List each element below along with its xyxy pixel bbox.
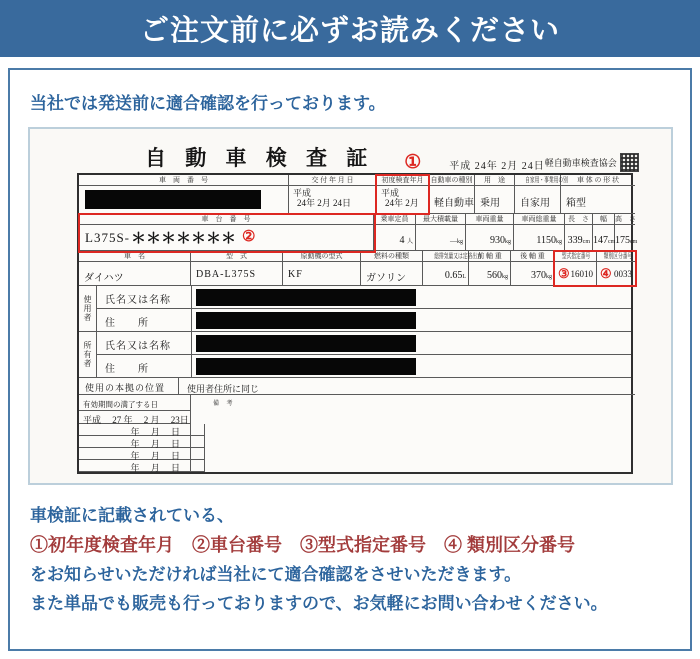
col-capacity: 乗車定員 — [374, 214, 416, 225]
col-chassis-number: 車 台 番 号 — [79, 214, 374, 225]
col-model: 型 式 — [191, 251, 283, 262]
field-rear-axle: 370kg — [511, 262, 555, 286]
remarks-area — [205, 395, 631, 472]
certificate-table — [77, 173, 638, 474]
issuer-stamp-icon — [620, 153, 639, 172]
col-gross-weight: 車両総重量 — [514, 214, 565, 225]
owner-label: 所有者 — [83, 341, 92, 368]
field-private-business: 自家用 — [515, 186, 561, 214]
user-name-row: 氏名又は名称 — [97, 286, 631, 309]
chassis-masked-digits: ＊＊＊＊＊＊＊ — [131, 229, 237, 247]
col-height: 高 さ — [615, 215, 636, 223]
row2-values — [79, 225, 638, 251]
col-max-load: 最大積載量 — [416, 214, 466, 225]
field-fuel-type: ガソリン — [361, 262, 423, 286]
field-height: 175cm — [615, 225, 635, 251]
field-chassis-number — [79, 225, 374, 251]
user-owner-section — [79, 286, 631, 378]
expiry-column — [79, 395, 191, 472]
empty-date-row: 年 月 日 — [79, 460, 191, 472]
field-model: DBA-L375S — [191, 262, 283, 286]
col-length: 長 さ — [565, 214, 593, 225]
field-max-load: ―kg — [416, 225, 466, 251]
expiry-remarks-section — [79, 395, 631, 472]
issuer-name: 軽自動車検査協会 — [544, 158, 617, 168]
chassis-prefix: L375S- — [85, 229, 130, 245]
annotation-2-badge: ② — [242, 229, 256, 245]
field-grant-date: 平成 24年 2月 24日 — [289, 186, 377, 214]
user-owner-vertical-labels — [79, 286, 97, 378]
base-location-row: 使用の本拠の位置 使用者住所に同じ — [79, 378, 631, 395]
col-vehicle-kind: 自動車の種別 — [429, 175, 475, 186]
empty-date-row: 年 月 日 — [79, 448, 191, 460]
content-box — [8, 68, 692, 651]
col-type-designation-no: 型式指定番号 — [555, 251, 597, 262]
page-title: ご注文前に必ずお読みください — [139, 15, 560, 47]
col-vehicle-number: 車 両 番 号 — [79, 175, 289, 186]
expiry-label: 有効期間の満了する日 — [79, 395, 191, 411]
user-label: 使用者 — [83, 295, 92, 322]
footer-line-3: をお知らせいただければ当社にて適合確認をさせいただきます。 — [30, 565, 522, 584]
owner-address-row: 住 所 — [97, 355, 631, 378]
row1-headers — [79, 175, 631, 186]
col-first-inspection: 初度検査年月 — [377, 175, 429, 186]
col-displacement: 総排気量又は定格出力 — [423, 251, 469, 262]
inspection-certificate-scan — [28, 127, 673, 485]
footer-required-items: ①初年度検査年月 ②車台番号 ③型式指定番号 ④ 類別区分番号 — [30, 535, 575, 555]
row3-headers — [79, 251, 631, 262]
redaction-bar — [196, 289, 416, 306]
field-front-axle: 560kg — [469, 262, 511, 286]
empty-date-row: 年 月 日 — [79, 424, 191, 436]
col-fuel-type: 燃料の種類 — [361, 251, 423, 262]
field-use: 乗用 — [475, 186, 515, 214]
redaction-bar — [196, 358, 416, 375]
col-grant-date: 交 付 年 月 日 — [289, 175, 377, 186]
empty-date-row: 年 月 日 — [79, 436, 191, 448]
col-front-axle: 前 軸 重 — [469, 251, 511, 262]
field-engine-model: KF — [283, 262, 361, 286]
field-capacity: 4 人 — [374, 225, 416, 251]
field-displacement: 0.65L — [423, 262, 469, 286]
col-use: 用 途 — [475, 175, 515, 186]
expiry-date: 平成 27 年 2 月 23日 — [79, 411, 191, 424]
certificate-title: 自 動 車 検 査 証 — [145, 146, 375, 170]
redaction-bar — [196, 312, 416, 329]
field-length: 339cm — [565, 225, 593, 251]
remarks-label: 備 考 — [213, 401, 236, 407]
col-engine-model: 原動機の型式 — [283, 251, 361, 262]
certificate-issuer — [545, 153, 639, 172]
redaction-bar — [196, 335, 416, 352]
annotation-1-badge: ① — [404, 152, 422, 173]
field-gross-weight: 1150kg — [514, 225, 565, 251]
footer-notes — [30, 501, 690, 618]
field-weight: 930kg — [466, 225, 514, 251]
redaction-bar — [85, 190, 261, 209]
row1-values — [79, 186, 631, 214]
field-width: 147cm — [593, 225, 615, 251]
row3-values — [79, 262, 631, 286]
col-class-division-no: 類別区分番号 — [597, 251, 635, 262]
field-first-inspection: 平成 24年 2月 — [377, 186, 429, 214]
field-class-division-no: ④ 0033 — [597, 262, 635, 286]
field-type-designation-no: ③ 16010 — [555, 262, 597, 286]
user-address-row: 住 所 — [97, 309, 631, 332]
row2-headers — [79, 214, 636, 225]
footer-line-4: また単品でも販売も行っておりますので、お気軽にお問い合わせください。 — [30, 594, 608, 613]
annotation-3-badge: ③ — [558, 265, 570, 281]
field-vehicle-kind: 軽自動車 — [429, 186, 475, 214]
stamp-column — [191, 424, 205, 472]
col-body-shape: 車 体 の 形 状 — [561, 175, 635, 186]
certificate-header — [77, 142, 633, 172]
col-private-business: 自家用・事業用の別 — [515, 175, 561, 186]
owner-name-row: 氏名又は名称 — [97, 332, 631, 355]
field-vehicle-number — [79, 186, 289, 214]
col-width: 幅 — [593, 214, 615, 225]
col-weight: 車両重量 — [466, 214, 514, 225]
notice-banner — [0, 0, 700, 57]
intro-text: 当社では発送前に適合確認を行っております。 — [30, 94, 386, 113]
certificate-issue-date: 平成 24年 2月 24日 — [449, 161, 545, 172]
annotation-4-badge: ④ — [600, 265, 612, 281]
col-maker: 車 名 — [79, 251, 191, 262]
footer-line-1: 車検証に記載されている、 — [30, 506, 234, 525]
col-rear-axle: 後 軸 重 — [511, 251, 555, 262]
field-body-shape: 箱型 — [561, 186, 635, 214]
field-maker: ダイハツ — [79, 262, 191, 286]
